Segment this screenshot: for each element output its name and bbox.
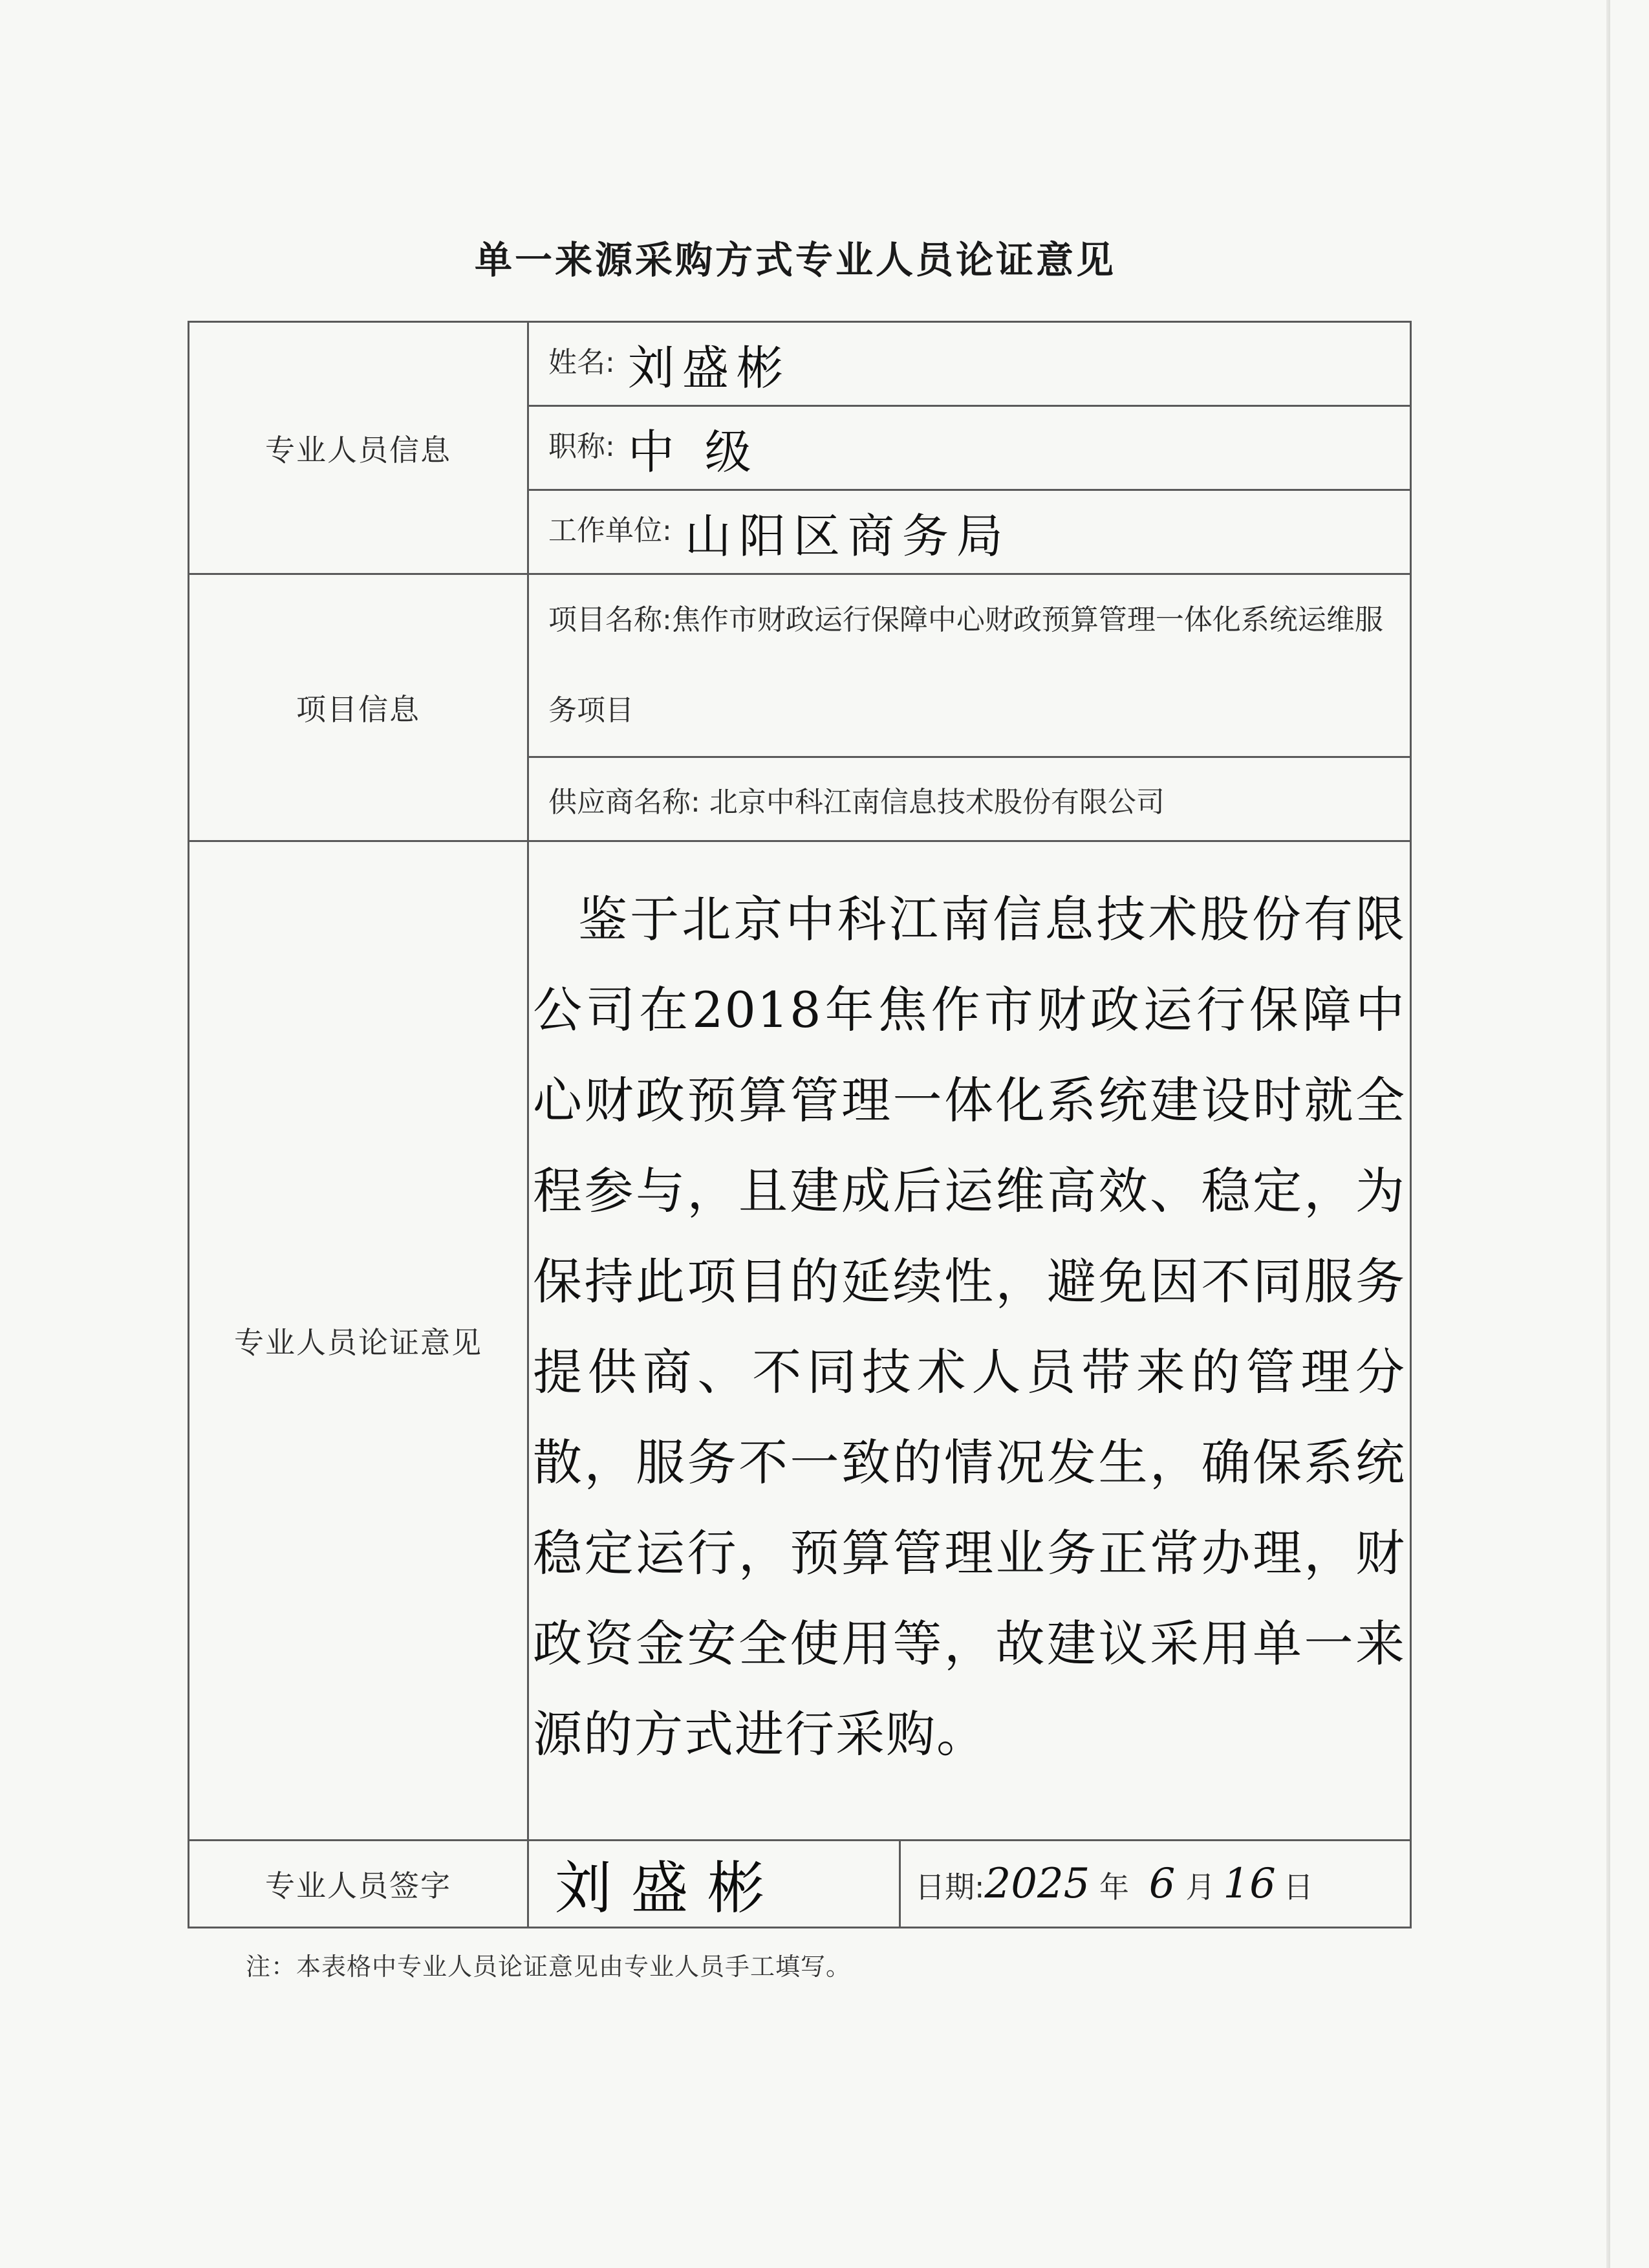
- org-label: 工作单位:: [548, 513, 672, 547]
- org-row: [528, 490, 1411, 574]
- date-year: 2025: [984, 1860, 1090, 1908]
- name-row: [528, 322, 1411, 406]
- date-cell: [900, 1841, 1411, 1928]
- month-unit: 月: [1185, 1870, 1216, 1905]
- paper-edge-shadow: [1606, 0, 1610, 2268]
- project-name-value: 焦作市财政运行保障中心财政预算管理一体化系统运维服务项目: [548, 603, 1383, 727]
- document-title: 单一来源采购方式专业人员论证意见: [474, 238, 1116, 282]
- project-name-label: 项目名称:: [548, 603, 672, 636]
- title-row: [528, 406, 1411, 490]
- name-value: 刘盛彬: [627, 340, 791, 395]
- opinion-label: 专业人员论证意见: [189, 841, 528, 1841]
- name-label: 姓名:: [548, 345, 615, 379]
- title-value: 中 级: [627, 424, 759, 479]
- date-label: 日期:: [915, 1870, 985, 1905]
- supplier-row: [528, 757, 1411, 841]
- supplier-value: 北京中科江南信息技术股份有限公司: [709, 785, 1165, 819]
- handwritten-signature: 刘盛彬: [555, 1855, 784, 1921]
- signature-cell: [528, 1841, 900, 1928]
- expert-info-label: 专业人员信息: [189, 322, 528, 574]
- year-unit: 年: [1099, 1870, 1129, 1905]
- opinion-cell: [528, 841, 1411, 1841]
- supplier-label: 供应商名称:: [548, 785, 700, 819]
- day-unit: 日: [1283, 1870, 1313, 1905]
- opinion-handwritten-text: 鉴于北京中科江南信息技术股份有限公司在2018年焦作市财政运行保障中心财政预算管理一体化系统建设时就全程参与，且建成后运维高效、稳定，为保持此项目的延续性，避免因不同服务提供商、不同技术人员带来的管理分散，服务不一致的情况发生，确保系统稳定运行，预算管理业务正常办理，财政资金安全使用等，故建议采用单一来源的方式进行采购。: [533, 891, 1406, 1763]
- signature-label: 专业人员签字: [189, 1841, 528, 1928]
- project-info-label: 项目信息: [189, 574, 528, 841]
- project-name-row: [528, 574, 1411, 757]
- date-day: 16: [1223, 1860, 1276, 1908]
- opinion-form-table: [188, 321, 1412, 1928]
- org-value: 山阳区商务局: [684, 508, 1011, 563]
- title-label: 职称:: [548, 429, 615, 463]
- footnote: 注：本表格中专业人员论证意见由专业人员手工填写。: [246, 1952, 852, 1981]
- date-month: 6: [1148, 1860, 1176, 1908]
